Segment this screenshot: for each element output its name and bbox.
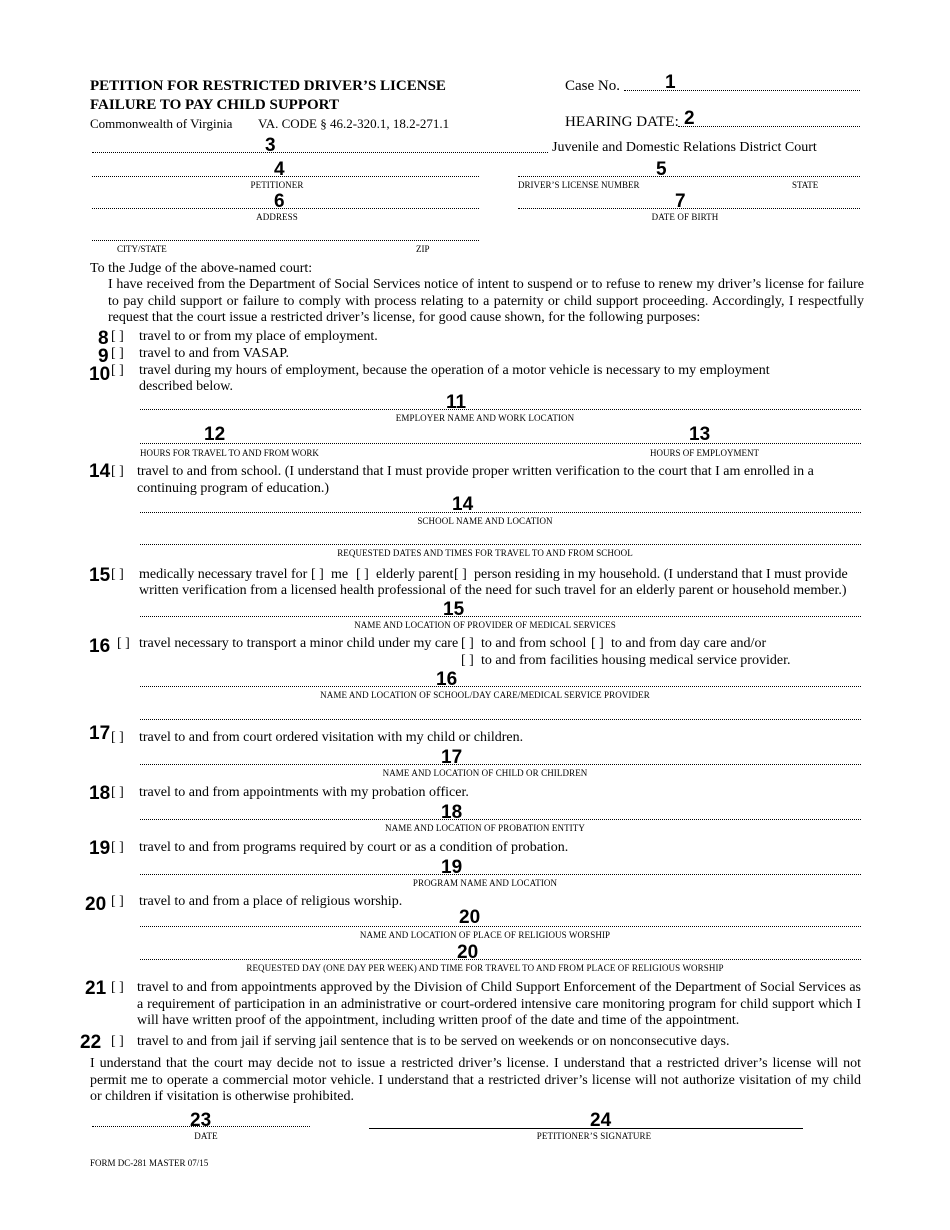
checkbox-during-employment[interactable]: [ ]: [111, 363, 124, 378]
checkbox-jail[interactable]: [ ]: [111, 1034, 124, 1049]
checkbox-minor-child-daycare[interactable]: [ ]: [591, 636, 604, 651]
item-medical-part-a: medically necessary travel for: [139, 567, 308, 582]
annotation-1: 1: [665, 72, 676, 93]
annotation-13: 13: [689, 424, 711, 445]
checkbox-dcse-appointments[interactable]: [ ]: [111, 980, 124, 995]
zip-caption: ZIP: [416, 244, 430, 254]
school-field[interactable]: [140, 512, 861, 513]
hearing-date-field[interactable]: [678, 126, 860, 127]
employer-field[interactable]: [140, 409, 861, 410]
worship-caption: NAME AND LOCATION OF PLACE OF RELIGIOUS WORSHIP: [359, 930, 611, 940]
item-medical-elderly-parent: elderly parent: [376, 567, 454, 582]
item-visitation: travel to and from court ordered visitation with my child or children.: [139, 730, 524, 745]
program-caption: PROGRAM NAME AND LOCATION: [412, 878, 558, 888]
case-no-label: Case No.: [565, 78, 620, 94]
annotation-5: 5: [656, 159, 667, 180]
annotation-9: 9: [98, 346, 109, 367]
annotation-18a: 18: [89, 783, 111, 804]
school-times-caption: REQUESTED DATES AND TIMES FOR TRAVEL TO AND FROM SCHOOL: [337, 548, 633, 558]
school-daycare-field-2[interactable]: [140, 719, 861, 720]
item-minor-child-medical: to and from facilities housing medical service provider.: [481, 653, 791, 668]
child-location-caption: NAME AND LOCATION OF CHILD OR CHILDREN: [382, 768, 588, 778]
school-caption: SCHOOL NAME AND LOCATION: [417, 516, 553, 526]
annotation-14a: 14: [89, 461, 111, 482]
hours-employment-caption: HOURS OF EMPLOYMENT: [650, 448, 760, 458]
va-code: VA. CODE § 46.2-320.1, 18.2-271.1: [258, 116, 450, 131]
checkbox-minor-child-medical[interactable]: [ ]: [461, 653, 474, 668]
checkbox-religious-worship[interactable]: [ ]: [111, 894, 124, 909]
hearing-date-label: HEARING DATE:: [565, 114, 679, 130]
checkbox-court-programs[interactable]: [ ]: [111, 840, 124, 855]
item-minor-child-school: to and from school: [481, 636, 587, 651]
annotation-6: 6: [274, 191, 285, 212]
annotation-14b: 14: [452, 494, 474, 515]
annotation-20b: 20: [459, 907, 481, 928]
state-caption: STATE: [792, 180, 819, 190]
school-times-field[interactable]: [140, 544, 861, 545]
annotation-20a: 20: [85, 894, 107, 915]
worship-time-caption: REQUESTED DAY (ONE DAY PER WEEK) AND TIME FOR TRAVEL TO AND FROM PLACE OF RELIGIOUS WORSHIP: [246, 963, 724, 973]
school-daycare-caption: NAME AND LOCATION OF SCHOOL/DAY CARE/MEDICAL SERVICE PROVIDER: [320, 690, 650, 700]
item-employment-travel: travel to or from my place of employment.: [139, 329, 378, 344]
annotation-2: 2: [684, 108, 695, 129]
checkbox-minor-child[interactable]: [ ]: [117, 636, 130, 651]
item-medical-me: me: [331, 567, 349, 582]
item-medical-household: person residing in my household. (I understand that I must provide: [474, 567, 848, 582]
court-suffix: Juvenile and Domestic Relations District Court: [552, 140, 817, 155]
case-no-field[interactable]: [624, 90, 860, 91]
dob-caption: DATE OF BIRTH: [651, 212, 719, 222]
annotation-3: 3: [265, 135, 276, 156]
annotation-21: 21: [85, 978, 107, 999]
item-religious-worship: travel to and from a place of religious worship.: [139, 894, 403, 909]
annotation-12: 12: [204, 424, 226, 445]
medical-provider-caption: NAME AND LOCATION OF PROVIDER OF MEDICAL SERVICES: [354, 620, 616, 630]
checkbox-employment-travel[interactable]: [ ]: [111, 329, 124, 344]
item-court-programs: travel to and from programs required by court or as a condition of probation.: [139, 840, 569, 855]
item-minor-child-daycare: to and from day care and/or: [611, 636, 767, 651]
annotation-19b: 19: [441, 857, 463, 878]
item-dcse-appointments: travel to and from appointments approved by the Division of Child Support Enforcement of the Department of Social Services as a requirement of participation in an administrative or court-ordered intensive care monitoring program for child support which I will have written proof of the appointment, including written proof of the date and time of the appointment.: [137, 980, 861, 1028]
signature-field[interactable]: [369, 1128, 803, 1129]
checkbox-medical[interactable]: [ ]: [111, 567, 124, 582]
annotation-22: 22: [80, 1032, 102, 1053]
address-caption: ADDRESS: [256, 212, 298, 222]
jurisdiction: Commonwealth of Virginia: [90, 116, 233, 131]
form-title-line1: PETITION FOR RESTRICTED DRIVER’S LICENSE: [90, 78, 446, 94]
dob-field[interactable]: [518, 208, 860, 209]
annotation-15a: 15: [89, 565, 111, 586]
item-probation: travel to and from appointments with my probation officer.: [139, 785, 469, 800]
annotation-17a: 17: [89, 723, 111, 744]
court-name-field[interactable]: [92, 152, 548, 153]
probation-field[interactable]: [140, 819, 861, 820]
annotation-7: 7: [675, 191, 686, 212]
salutation: To the Judge of the above-named court:: [90, 261, 313, 276]
checkbox-school[interactable]: [ ]: [111, 464, 124, 479]
annotation-19a: 19: [89, 838, 111, 859]
hours-field[interactable]: [140, 443, 861, 444]
annotation-18b: 18: [441, 802, 463, 823]
checkbox-visitation[interactable]: [ ]: [111, 730, 124, 745]
annotation-4: 4: [274, 159, 285, 180]
date-caption: DATE: [194, 1131, 218, 1141]
signature-caption: PETITIONER’S SIGNATURE: [536, 1131, 652, 1141]
item-jail: travel to and from jail if serving jail sentence that is to be served on weekends or on nonconsecutive days.: [137, 1034, 730, 1049]
checkbox-medical-me[interactable]: [ ]: [311, 567, 324, 582]
item-school-line1: travel to and from school. (I understand that I must provide proper written verification to the court that I am enrolled in a: [137, 464, 814, 479]
annotation-11: 11: [446, 392, 467, 413]
annotation-20c: 20: [457, 942, 479, 963]
license-number-field[interactable]: [518, 176, 860, 177]
form-title-line2: FAILURE TO PAY CHILD SUPPORT: [90, 97, 339, 113]
medical-provider-field[interactable]: [140, 616, 861, 617]
annotation-16b: 16: [436, 669, 458, 690]
petitioner-caption: PETITIONER: [250, 180, 304, 190]
petitioner-field[interactable]: [92, 176, 479, 177]
annotation-15b: 15: [443, 599, 465, 620]
item-during-employment-line2: described below.: [139, 379, 233, 394]
checkbox-medical-household[interactable]: [ ]: [454, 567, 467, 582]
item-vasap: travel to and from VASAP.: [139, 346, 289, 361]
annotation-17b: 17: [441, 747, 463, 768]
item-minor-child-part-a: travel necessary to transport a minor child under my care: [139, 636, 459, 651]
annotation-16a: 16: [89, 636, 111, 657]
form-number: FORM DC-281 MASTER 07/15: [90, 1158, 209, 1168]
checkbox-medical-elderly-parent[interactable]: [ ]: [356, 567, 369, 582]
item-school-line2: continuing program of education.): [137, 481, 330, 496]
school-daycare-field[interactable]: [140, 686, 861, 687]
annotation-10: 10: [89, 364, 111, 385]
item-medical-line2: written verification from a licensed health professional of the need for such travel for an elderly parent or household member.): [139, 583, 847, 598]
address-field[interactable]: [92, 208, 479, 209]
license-number-caption: DRIVER’S LICENSE NUMBER: [518, 180, 640, 190]
worship-time-field[interactable]: [140, 959, 861, 960]
item-during-employment-line1: travel during my hours of employment, because the operation of a motor vehicle is necessary to my employment: [139, 363, 770, 378]
annotation-8: 8: [98, 328, 109, 349]
program-field[interactable]: [140, 874, 861, 875]
checkbox-minor-child-school[interactable]: [ ]: [461, 636, 474, 651]
closing-paragraph: I understand that the court may decide not to issue a restricted driver’s license. I understand that a restricted driver’s license will not permit me to operate a commercial motor vehicle. I understand that a restricted driver’s license will not authorize visitation of my child or children if visitation is otherwise prohibited.: [90, 1056, 861, 1104]
checkbox-vasap[interactable]: [ ]: [111, 346, 124, 361]
child-location-field[interactable]: [140, 764, 861, 765]
city-state-zip-field[interactable]: [92, 240, 479, 241]
checkbox-probation[interactable]: [ ]: [111, 785, 124, 800]
annotation-24: 24: [590, 1110, 612, 1131]
probation-caption: NAME AND LOCATION OF PROBATION ENTITY: [385, 823, 585, 833]
city-state-caption: CITY/STATE: [117, 244, 167, 254]
employer-caption: EMPLOYER NAME AND WORK LOCATION: [395, 413, 575, 423]
intro-paragraph: I have received from the Department of Social Services notice of intent to suspend or to refuse to renew my driver’s license for failure to pay child support or failure to comply with process relating to a paternity or child support proceeding. Accordingly, I respectfully request that the court issue a restricted driver’s license, for good cause shown, for the following purposes:: [108, 277, 864, 325]
hours-travel-caption: HOURS FOR TRAVEL TO AND FROM WORK: [140, 448, 319, 458]
worship-field[interactable]: [140, 926, 861, 927]
annotation-23: 23: [190, 1110, 212, 1131]
